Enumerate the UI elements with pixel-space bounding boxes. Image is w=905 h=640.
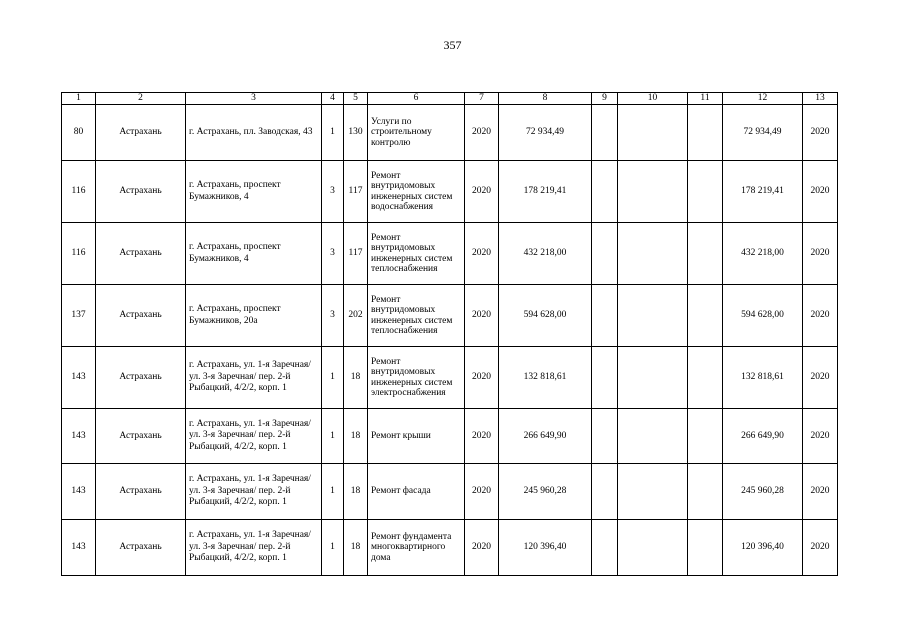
cell-work-type: Услуги по строительному контролю <box>368 105 465 161</box>
cell-amount: 72 934,49 <box>499 105 592 161</box>
cell-col11 <box>688 409 723 464</box>
column-header: 11 <box>688 93 723 105</box>
cell-col4: 1 <box>322 409 344 464</box>
cell-year: 2020 <box>465 161 499 223</box>
cell-col10 <box>618 285 688 347</box>
cell-year: 2020 <box>465 409 499 464</box>
column-header: 10 <box>618 93 688 105</box>
column-header: 7 <box>465 93 499 105</box>
cell-col9 <box>592 161 618 223</box>
cell-work-type: Ремонт внутридомовых инженерных систем теплоснабжения <box>368 223 465 285</box>
cell-work-type: Ремонт внутридомовых инженерных систем электроснабжения <box>368 347 465 409</box>
header-row <box>62 93 838 105</box>
table-row <box>62 105 838 161</box>
cell-municipality: Астрахань <box>96 285 186 347</box>
cell-municipality: Астрахань <box>96 520 186 576</box>
cell-total: 594 628,00 <box>723 285 803 347</box>
cell-col5: 202 <box>344 285 368 347</box>
cell-col9 <box>592 409 618 464</box>
cell-col4: 3 <box>322 161 344 223</box>
column-header: 12 <box>723 93 803 105</box>
cell-address: г. Астрахань, пл. Заводская, 43 <box>186 105 322 161</box>
column-header: 4 <box>322 93 344 105</box>
cell-work-type: Ремонт фундамента многоквартирного дома <box>368 520 465 576</box>
cell-work-type: Ремонт внутридомовых инженерных систем теплоснабжения <box>368 285 465 347</box>
cell-total: 245 960,28 <box>723 464 803 520</box>
cell-col5: 18 <box>344 520 368 576</box>
cell-address: г. Астрахань, проспект Бумажников, 4 <box>186 161 322 223</box>
cell-amount: 132 818,61 <box>499 347 592 409</box>
cell-col9 <box>592 520 618 576</box>
cell-col9 <box>592 285 618 347</box>
cell-col10 <box>618 161 688 223</box>
cell-col4: 3 <box>322 285 344 347</box>
cell-number: 116 <box>62 223 96 285</box>
table-row <box>62 520 838 576</box>
cell-municipality: Астрахань <box>96 161 186 223</box>
cell-col5: 117 <box>344 223 368 285</box>
cell-col4: 3 <box>322 223 344 285</box>
cell-year-end: 2020 <box>803 285 838 347</box>
cell-total: 132 818,61 <box>723 347 803 409</box>
column-header: 6 <box>368 93 465 105</box>
cell-number: 143 <box>62 409 96 464</box>
column-header: 13 <box>803 93 838 105</box>
column-header: 8 <box>499 93 592 105</box>
cell-col10 <box>618 223 688 285</box>
cell-col11 <box>688 105 723 161</box>
cell-col11 <box>688 464 723 520</box>
cell-col5: 130 <box>344 105 368 161</box>
cell-col11 <box>688 347 723 409</box>
table-row <box>62 347 838 409</box>
cell-col5: 117 <box>344 161 368 223</box>
cell-amount: 594 628,00 <box>499 285 592 347</box>
cell-amount: 178 219,41 <box>499 161 592 223</box>
cell-col9 <box>592 223 618 285</box>
cell-year: 2020 <box>465 520 499 576</box>
cell-address: г. Астрахань, ул. 1-я Заречная/ ул. 3-я Заречная/ пер. 2-й Рыбацкий, 4/2/2, корп. 1 <box>186 347 322 409</box>
column-header: 2 <box>96 93 186 105</box>
cell-total: 432 218,00 <box>723 223 803 285</box>
cell-col9 <box>592 347 618 409</box>
table-row <box>62 285 838 347</box>
cell-col5: 18 <box>344 409 368 464</box>
works-table <box>61 92 838 576</box>
cell-number: 143 <box>62 464 96 520</box>
cell-year-end: 2020 <box>803 223 838 285</box>
table-row <box>62 409 838 464</box>
cell-year-end: 2020 <box>803 105 838 161</box>
cell-col9 <box>592 105 618 161</box>
cell-municipality: Астрахань <box>96 347 186 409</box>
table-row <box>62 161 838 223</box>
cell-col11 <box>688 520 723 576</box>
cell-year-end: 2020 <box>803 347 838 409</box>
cell-col10 <box>618 347 688 409</box>
cell-municipality: Астрахань <box>96 464 186 520</box>
cell-work-type: Ремонт крыши <box>368 409 465 464</box>
cell-col9 <box>592 464 618 520</box>
cell-amount: 245 960,28 <box>499 464 592 520</box>
cell-year-end: 2020 <box>803 464 838 520</box>
cell-col11 <box>688 223 723 285</box>
cell-col10 <box>618 105 688 161</box>
cell-total: 120 396,40 <box>723 520 803 576</box>
cell-year-end: 2020 <box>803 161 838 223</box>
column-header: 5 <box>344 93 368 105</box>
cell-total: 178 219,41 <box>723 161 803 223</box>
cell-address: г. Астрахань, ул. 1-я Заречная/ ул. 3-я Заречная/ пер. 2-й Рыбацкий, 4/2/2, корп. 1 <box>186 464 322 520</box>
cell-col4: 1 <box>322 105 344 161</box>
cell-col5: 18 <box>344 464 368 520</box>
cell-total: 72 934,49 <box>723 105 803 161</box>
cell-year: 2020 <box>465 105 499 161</box>
cell-number: 80 <box>62 105 96 161</box>
cell-year: 2020 <box>465 285 499 347</box>
cell-year: 2020 <box>465 347 499 409</box>
cell-number: 143 <box>62 347 96 409</box>
cell-year-end: 2020 <box>803 520 838 576</box>
cell-total: 266 649,90 <box>723 409 803 464</box>
cell-address: г. Астрахань, ул. 1-я Заречная/ ул. 3-я Заречная/ пер. 2-й Рыбацкий, 4/2/2, корп. 1 <box>186 409 322 464</box>
cell-col5: 18 <box>344 347 368 409</box>
cell-year-end: 2020 <box>803 409 838 464</box>
cell-address: г. Астрахань, ул. 1-я Заречная/ ул. 3-я Заречная/ пер. 2-й Рыбацкий, 4/2/2, корп. 1 <box>186 520 322 576</box>
cell-col10 <box>618 464 688 520</box>
cell-col11 <box>688 161 723 223</box>
table-row <box>62 464 838 520</box>
cell-col4: 1 <box>322 347 344 409</box>
cell-address: г. Астрахань, проспект Бумажников, 4 <box>186 223 322 285</box>
column-header: 1 <box>62 93 96 105</box>
page-number: 357 <box>443 38 462 52</box>
cell-col10 <box>618 520 688 576</box>
cell-address: г. Астрахань, проспект Бумажников, 20а <box>186 285 322 347</box>
cell-municipality: Астрахань <box>96 223 186 285</box>
cell-number: 143 <box>62 520 96 576</box>
cell-amount: 120 396,40 <box>499 520 592 576</box>
cell-work-type: Ремонт внутридомовых инженерных систем водоснабжения <box>368 161 465 223</box>
cell-col11 <box>688 285 723 347</box>
cell-year: 2020 <box>465 464 499 520</box>
cell-amount: 266 649,90 <box>499 409 592 464</box>
cell-number: 116 <box>62 161 96 223</box>
cell-col4: 1 <box>322 464 344 520</box>
cell-amount: 432 218,00 <box>499 223 592 285</box>
column-header: 9 <box>592 93 618 105</box>
cell-year: 2020 <box>465 223 499 285</box>
cell-municipality: Астрахань <box>96 409 186 464</box>
cell-municipality: Астрахань <box>96 105 186 161</box>
cell-number: 137 <box>62 285 96 347</box>
cell-col10 <box>618 409 688 464</box>
cell-col4: 1 <box>322 520 344 576</box>
column-header: 3 <box>186 93 322 105</box>
cell-work-type: Ремонт фасада <box>368 464 465 520</box>
table-row <box>62 223 838 285</box>
